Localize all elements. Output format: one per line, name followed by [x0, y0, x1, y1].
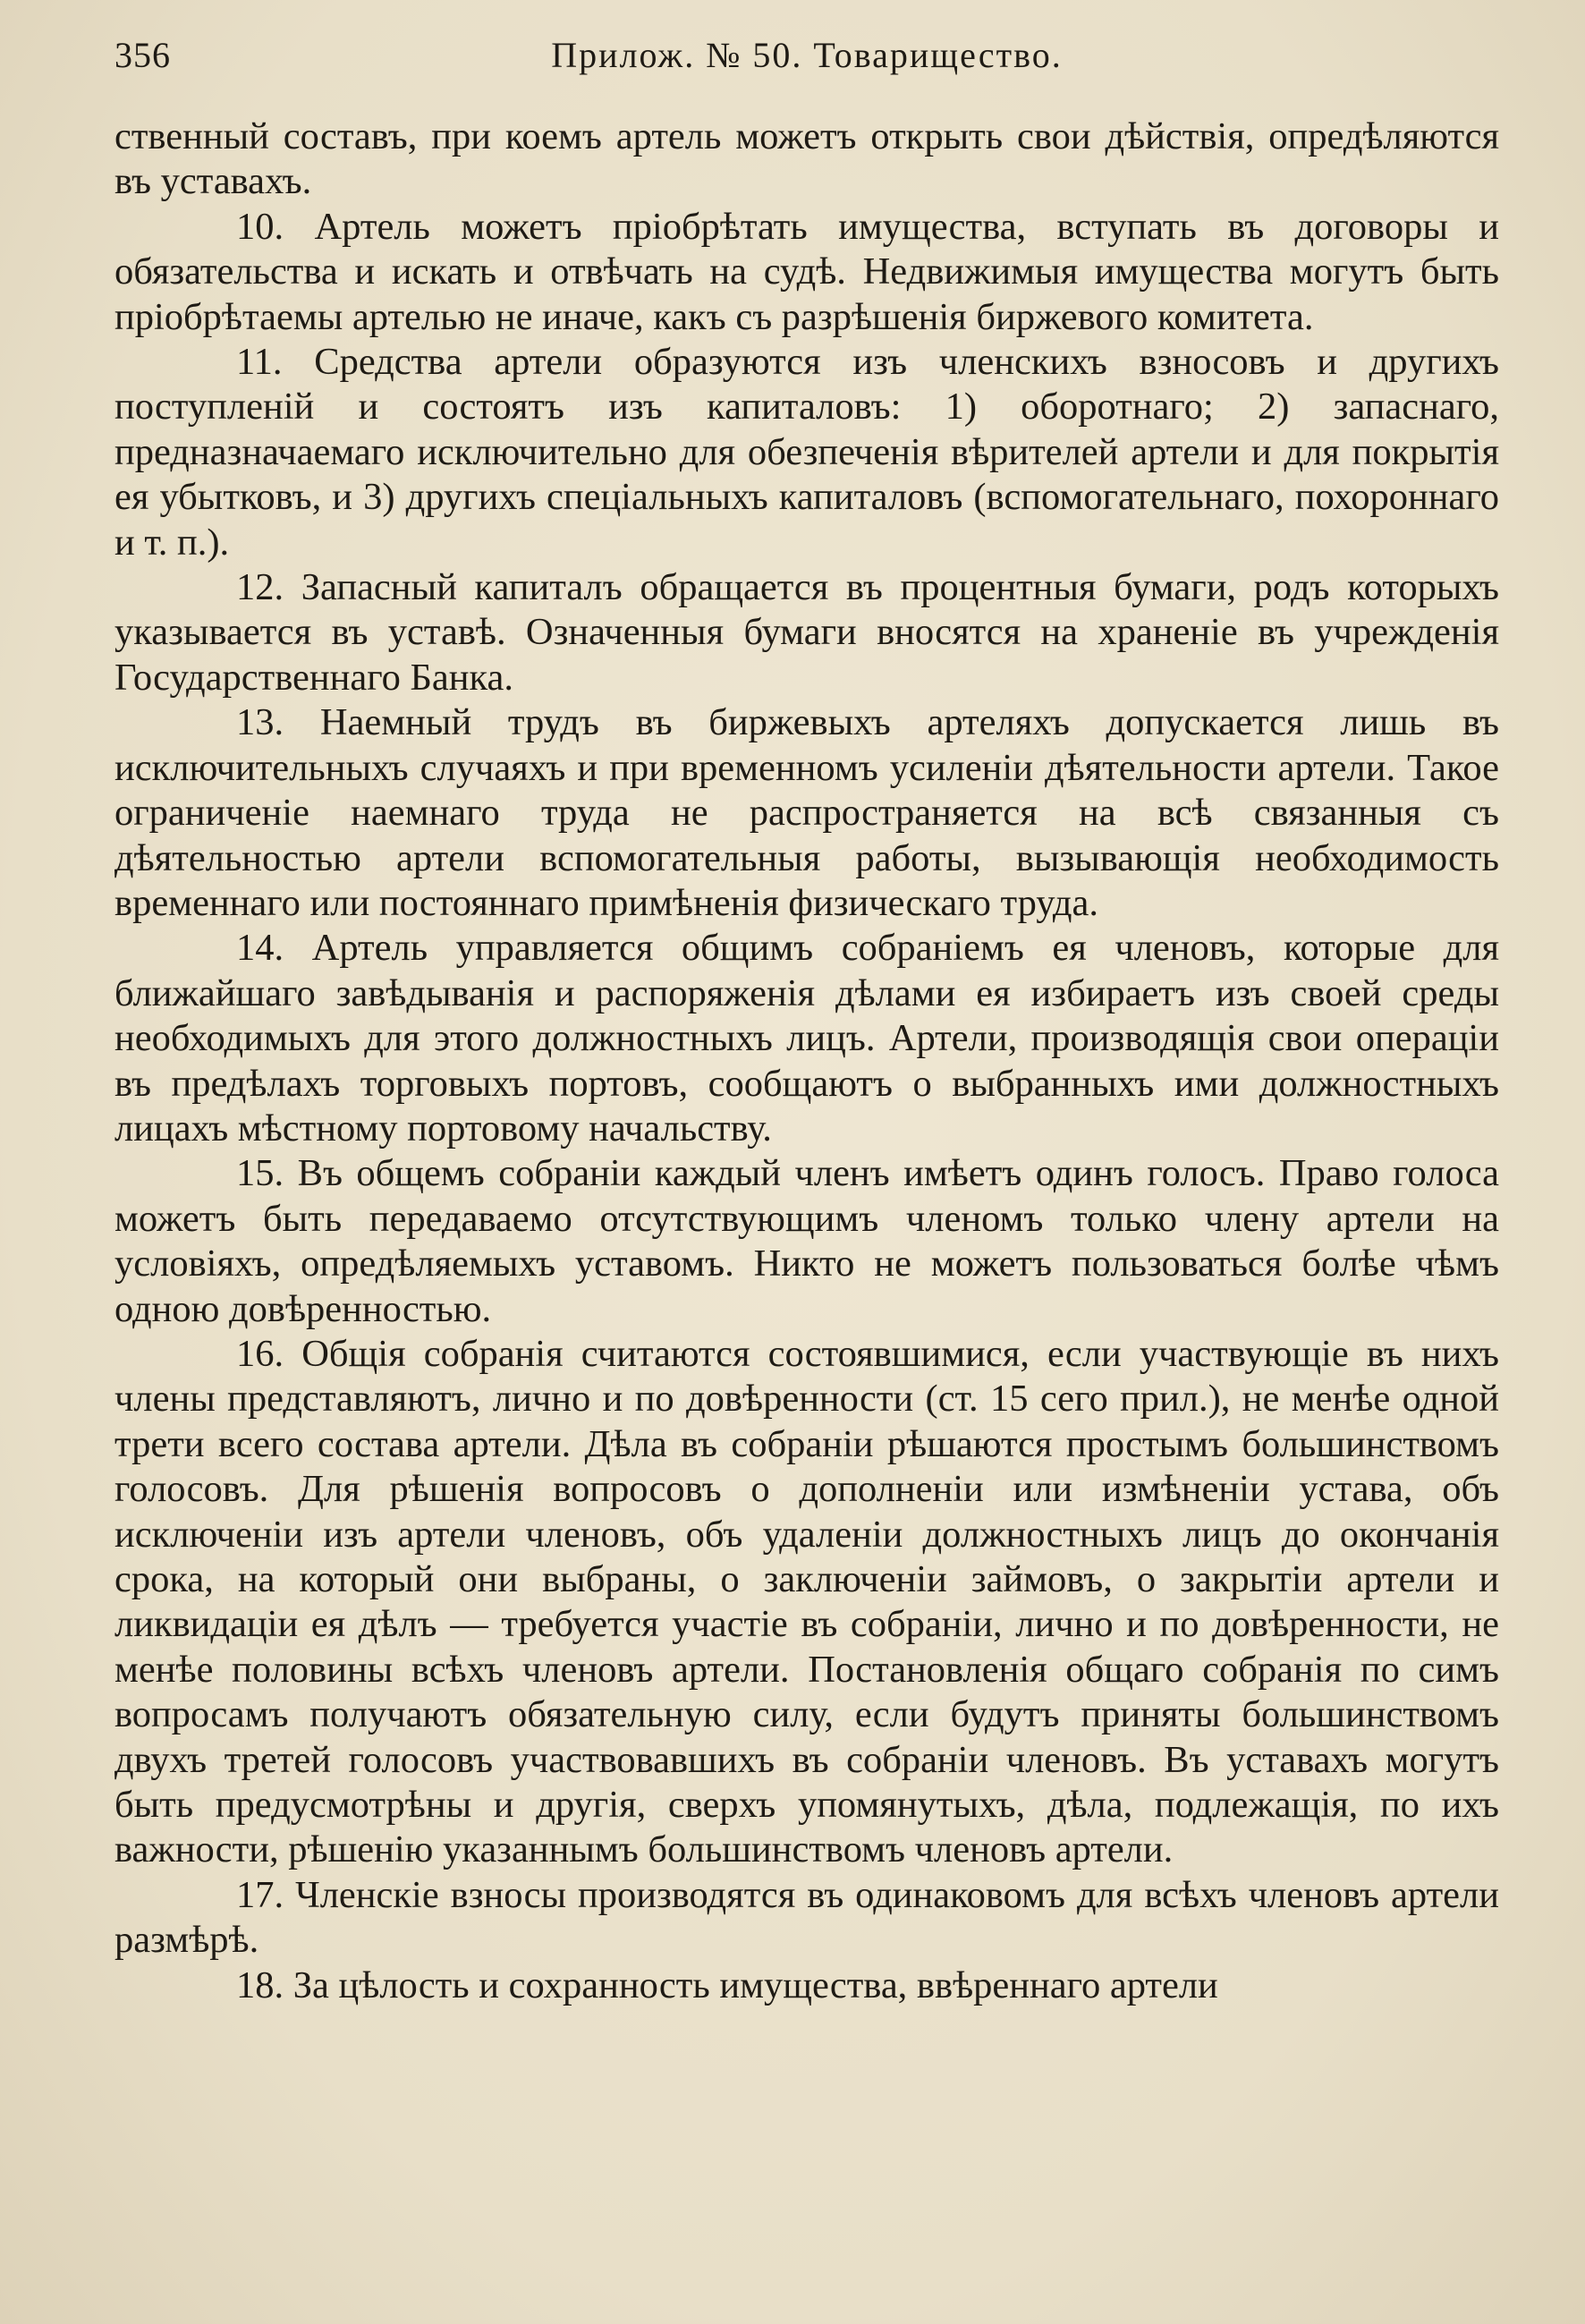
paragraph-article-17: 17. Членскіе взносы производятся въ одинаковомъ для всѣхъ членовъ артели размѣрѣ.: [114, 1873, 1499, 1962]
page-header: [114, 34, 1499, 91]
paragraph-article-14: 14. Артель управляется общимъ собраніемъ ея членовъ, которые для ближайшаго завѣдыванія и распоряженія дѣлами ея избираетъ изъ своей среды необходимыхъ для этого должностныхъ лицъ. Артели, производящія свои операціи въ предѣлахъ торговыхъ портовъ, сообщаютъ о выбранныхъ ими должностныхъ лицахъ мѣстному портовому начальству.: [114, 927, 1499, 1149]
paragraph-article-15: 15. Въ общемъ собраніи каждый членъ имѣетъ одинъ голосъ. Право голоса можетъ быть передаваемо отсутствующимъ членомъ только члену артели на условіяхъ, опредѣляемыхъ уставомъ. Никто не можетъ пользоваться болѣе чѣмъ одною довѣренностью.: [114, 1152, 1499, 1330]
body-text: [114, 115, 1499, 2008]
paragraph-article-11: 11. Средства артели образуются изъ членскихъ взносовъ и другихъ поступленій и состоятъ изъ капиталовъ: 1) оборотнаго; 2) запаснаго, предназначаемаго исключительно для обезпеченія вѣрителей артели и для покрытія ея убытковъ, и 3) другихъ спеціальныхъ капиталовъ (вспомогательнаго, похороннаго и т. п.).: [114, 341, 1499, 564]
paragraph-article-13: 13. Наемный трудъ въ биржевыхъ артеляхъ допускается лишь въ исключительныхъ случаяхъ и при временномъ усиленіи дѣятельности артели. Такое ограниченіе наемнаго труда не распространяется на всѣ связанныя съ дѣятельностью артели вспомогательныя работы, вызывающія необходимость временнаго или постояннаго примѣненія физическаго труда.: [114, 701, 1499, 924]
paragraph-article-10: 10. Артель можетъ пріобрѣтать имущества, вступать въ договоры и обязательства и искать и отвѣчать на судѣ. Недвижимыя имущества могутъ быть пріобрѣтаемы артелью не иначе, какъ съ разрѣшенія биржевого комитета.: [114, 205, 1499, 338]
paragraph-article-12: 12. Запасный капиталъ обращается въ процентныя бумаги, родъ которыхъ указывается въ уставѣ. Означенныя бумаги вносятся на храненіе въ учрежденія Государственнаго Банка.: [114, 566, 1499, 699]
paragraph-continuation: ственный составъ, при коемъ артель можетъ открыть свои дѣйствія, опредѣляются въ уставахъ.: [114, 115, 1499, 203]
paragraph-article-18: 18. За цѣлость и сохранность имущества, ввѣреннаго артели: [236, 1964, 1218, 2006]
running-title: Прилож. № 50. Товарищество.: [551, 35, 1063, 75]
page-number: 356: [114, 35, 171, 75]
paragraph-article-16: 16. Общія собранія считаются состоявшимися, если участвующіе въ нихъ члены представляютъ, лично и по довѣренности (ст. 15 сего прил.), не менѣе одной трети всего состава артели. Дѣла въ собраніи рѣшаются простымъ большинствомъ голосовъ. Для рѣшенія вопросовъ о дополненіи или измѣненіи устава, объ исключеніи изъ артели членовъ, объ удаленіи должностныхъ лицъ до окончанія срока, на который они выбраны, о заключеніи займовъ, о закрытіи артели и ликвидаціи ея дѣлъ — требуется участіе въ собраніи, лично и по довѣренности, не менѣе половины всѣхъ членовъ артели. Постановленія общаго собранія по симъ вопросамъ получаютъ обязательную силу, если будутъ приняты большинствомъ двухъ третей голосовъ участвовавшихъ въ собраніи членовъ. Въ уставахъ могутъ быть предусмотрѣны и другія, сверхъ упомянутыхъ, дѣла, подлежащія, по ихъ важности, рѣшенію указаннымъ большинствомъ членовъ артели.: [114, 1332, 1499, 1871]
